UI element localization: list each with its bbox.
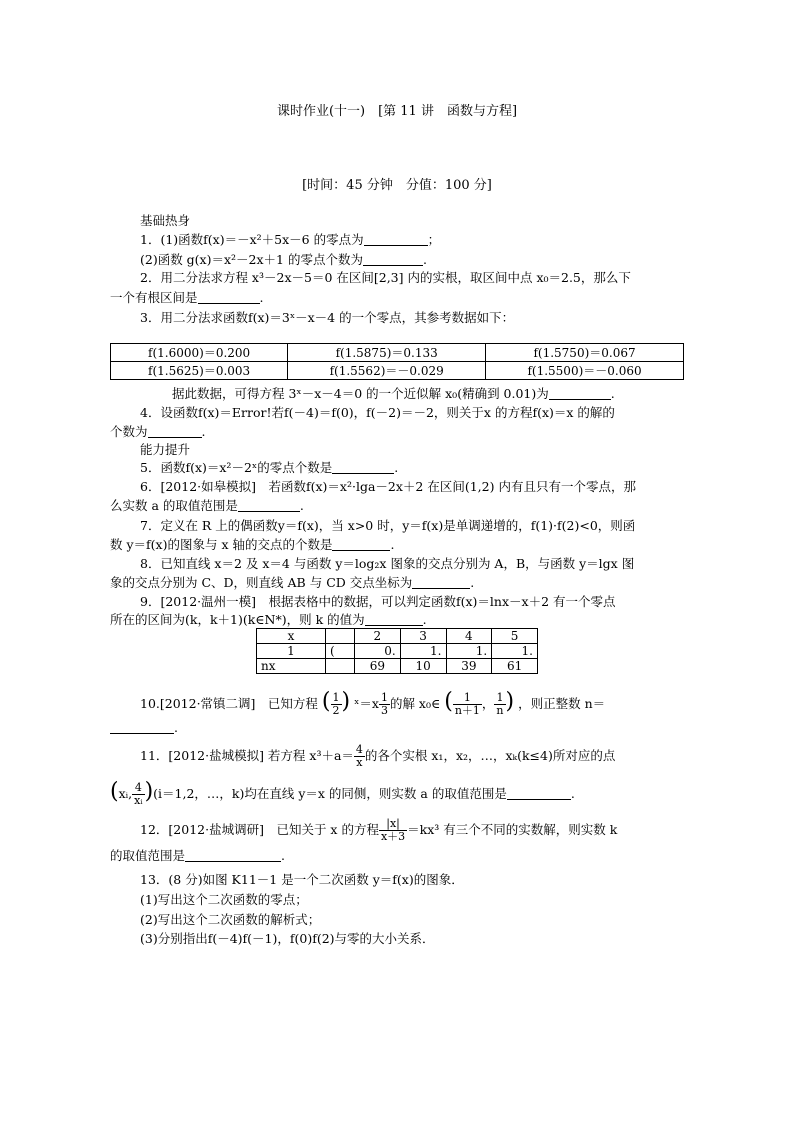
question-5: 5．函数f(x)＝x²－2ˣ的零点个数是 . — [140, 460, 399, 475]
question-7b: 数 y＝f(x)的图象与 x 轴的交点的个数是 . — [110, 537, 395, 552]
table-cell: 4 — [446, 629, 492, 644]
question-3: 3．用二分法求函数f(x)＝3ˣ－x－4 的一个零点，其参考数据如下： — [140, 310, 515, 325]
table-cell: nx — [257, 659, 326, 674]
table-cell: f(1.5750)＝0.067 — [486, 344, 684, 362]
question-13-part3: (3)分别指出f(－4)f(－1)，f(0)f(2)与零的大小关系． — [140, 931, 435, 946]
bisection-data-table — [110, 343, 684, 380]
question-13: 13．(8 分)如图 K11－1 是一个二次函数 y＝f(x)的图象． — [140, 872, 464, 887]
table-cell: 69 — [355, 659, 401, 674]
table-cell — [326, 629, 355, 644]
question-10b: . — [110, 720, 178, 736]
table-cell — [326, 659, 355, 674]
question-6b: 么实数 a 的取值范围是 . — [110, 498, 304, 513]
table-cell: 5 — [492, 629, 538, 644]
section-advanced: 能力提升 — [140, 442, 191, 457]
table-cell: 1. — [400, 644, 446, 659]
question-11a: 11．[2012·盐城模拟] 若方程 x³＋a＝ $\frac{4}{x}$ 的各个实根 x₁，x₂，…，xₖ(k≤4)所对应的点 — [140, 743, 616, 769]
question-9a: 9．[2012·温州一模] 根据表格中的数据，可以判定函数f(x)＝lnx－x＋2 有一个零点 — [140, 594, 616, 609]
table-cell: f(1.5500)＝－0.060 — [486, 362, 684, 380]
question-2b: 一个有根区间是 . — [110, 290, 264, 305]
ln-data-table — [256, 628, 538, 674]
question-8b: 象的交点分别为 C、D，则直线 AB 与 CD 交点坐标为 . — [110, 575, 475, 590]
table-cell: 0. — [355, 644, 401, 659]
table-row — [257, 629, 538, 644]
table-cell: f(1.5875)＝0.133 — [288, 344, 486, 362]
question-4b: 个数为 . — [110, 424, 206, 439]
question-12b: 的取值范围是 . — [110, 848, 285, 863]
question-1a: 1．(1)函数f(x)＝－x²＋5x－6 的零点为 ； — [140, 232, 441, 247]
table-row — [257, 644, 538, 659]
table-cell: f(1.6000)＝0.200 — [111, 344, 288, 362]
table-cell: 3 — [400, 629, 446, 644]
question-1b: (2)函数 g(x)＝x²－2x＋1 的零点个数为 . — [140, 252, 427, 267]
question-3-conclusion: 据此数据，可得方程 3ˣ－x－4＝0 的一个近似解 x₀(精确到 0.01)为 . — [172, 386, 615, 401]
table-cell: x — [257, 629, 326, 644]
page-title: 课时作业(十一) [第 11 讲 函数与方程] — [276, 104, 518, 119]
question-6a: 6．[2012·如皋模拟] 若函数f(x)＝x²·lga－2x＋2 在区间(1,2) 内有且只有一个零点，那 — [140, 479, 636, 494]
question-13-part1: (1)写出这个二次函数的零点； — [140, 892, 308, 907]
question-9b: 所在的区间为(k，k＋1)(k∈N*)，则 k 的值为 . — [110, 612, 427, 627]
table-cell: 39 — [446, 659, 492, 674]
question-7a: 7．定义在 R 上的偶函数y＝f(x)，当 x>0 时，y＝f(x)是单调递增的，f(1)·f(2)<0，则函 — [140, 518, 636, 533]
section-basic: 基础热身 — [140, 213, 191, 228]
table-cell: 1 — [257, 644, 326, 659]
table-cell: 1. — [446, 644, 492, 659]
table-row — [111, 362, 684, 380]
table-cell: 10 — [400, 659, 446, 674]
question-2a: 2．用二分法求方程 x³－2x－5＝0 在区间[2,3] 内的实根，取区间中点 x₀＝2.5，那么下 — [140, 270, 631, 285]
question-12a: 12．[2012·盐城调研] 已知关于 x 的方程 $\frac{|x|}{x+3}$ ＝kx³ 有三个不同的实数解，则实数 k — [140, 817, 618, 843]
question-8a: 8．已知直线 x＝2 及 x＝4 与函数 y＝log₂x 图象的交点分别为 A，B，与函数 y＝lgx 图 — [140, 556, 635, 571]
table-cell: f(1.5562)＝－0.029 — [288, 362, 486, 380]
table-row — [257, 659, 538, 674]
table-cell: f(1.5625)＝0.003 — [111, 362, 288, 380]
question-13-part2: (2)写出这个二次函数的解析式； — [140, 912, 321, 927]
table-cell: 2 — [355, 629, 401, 644]
question-4a: 4．设函数f(x)＝Error!若f(－4)＝f(0)，f(－2)＝－2，则关于x 的方程f(x)＝x 的解的 — [140, 405, 615, 420]
time-score-info: [时间：45 分钟 分值：100 分] — [302, 178, 492, 193]
table-row — [111, 344, 684, 362]
table-cell: ( — [326, 644, 355, 659]
question-10a: 10.[2012·常镇二调] 已知方程 ( $\frac{1}{2}$ ) ˣ＝x $\frac{1}{3}$ 的解 x₀∈ ( $\frac{1}{n+1}$ ， $\frac{1}{n}$ ) ，则正整数 n＝ — [140, 689, 606, 717]
table-cell: 1. — [492, 644, 538, 659]
question-11b: (xᵢ, $\frac{4}{\text{xᵢ}}$ )(i＝1,2，…，k)均在直线 y＝x 的同侧，则实数 a 的取值范围是 . — [110, 779, 575, 807]
table-cell: 61 — [492, 659, 538, 674]
